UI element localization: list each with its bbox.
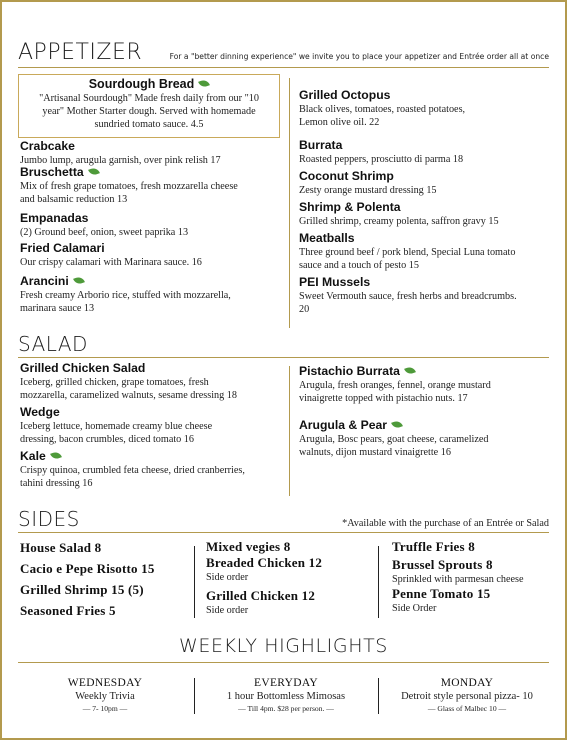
item-desc: marinara sauce 13	[20, 303, 95, 314]
menu-item	[299, 138, 554, 169]
menu-item	[299, 88, 554, 138]
side-item	[206, 588, 376, 617]
item-desc: Arugula, fresh oranges, fennel, orange mustard	[299, 380, 491, 391]
sides-col-2	[206, 539, 376, 617]
item-name: Fried Calamari	[20, 241, 105, 255]
leaf-icon	[88, 167, 100, 177]
item-desc: mozzarella, caramelized walnuts, sesame dressing 18	[20, 390, 237, 401]
item-desc: and balsamic reduction 13	[20, 194, 128, 205]
featured-desc-1: "Artisanal Sourdough" Made fresh daily from our "10	[39, 93, 259, 104]
item-name	[20, 274, 285, 289]
item-name: Empanadas	[20, 211, 89, 225]
side-item-sub: Side order	[206, 572, 249, 583]
side-item-sub: Sprinkled with parmesan cheese	[392, 574, 524, 585]
appetizer-rule	[18, 67, 549, 68]
item-name: Shrimp & Polenta	[299, 200, 401, 214]
appetizer-title: APPETIZER	[18, 40, 143, 65]
item-desc: (2) Ground beef, onion, sweet paprika 13	[20, 227, 189, 238]
appetizer-left-column	[20, 139, 285, 315]
side-item-name: Penne Tomato 15	[392, 586, 491, 601]
featured-desc-3: sundried tomato sauce. 4.5	[94, 119, 204, 130]
menu-item	[20, 139, 285, 165]
item-desc: dressing, bacon crumbles, diced tomato 16	[20, 434, 194, 445]
item-name: Meatballs	[299, 231, 355, 245]
leaf-icon	[73, 276, 85, 286]
side-item: Cacio e Pepe Risotto 15	[20, 561, 155, 576]
featured-item-name-text: Sourdough Bread	[88, 77, 195, 91]
item-name	[20, 449, 285, 464]
weekly-header	[2, 635, 565, 657]
highlight-wednesday	[20, 676, 190, 714]
item-desc: Mix of fresh grape tomatoes, fresh mozzarella cheese	[20, 181, 238, 192]
side-item-name: Breaded Chicken 12	[206, 555, 323, 570]
highlight-line: 1 hour Bottomless Mimosas	[226, 691, 346, 702]
highlight-everyday	[198, 676, 374, 714]
menu-item	[299, 200, 554, 231]
highlight-line: Detroit style personal pizza- 10	[401, 691, 533, 702]
weekly-divider-1	[194, 678, 195, 714]
side-item	[206, 539, 376, 555]
highlight-day: MONDAY	[440, 677, 494, 689]
menu-item	[20, 165, 285, 211]
menu-item	[20, 405, 285, 449]
item-name: Burrata	[299, 138, 343, 152]
leaf-icon	[198, 79, 210, 89]
side-item-name: Grilled Chicken 12	[206, 588, 316, 603]
menu-item	[20, 274, 285, 315]
menu-item	[20, 211, 285, 241]
appetizer-divider	[289, 78, 290, 328]
item-name-text: Bruschetta	[20, 165, 84, 179]
salad-rule	[18, 357, 549, 358]
item-desc: walnuts, dijon mustard vinaigrette 16	[299, 447, 451, 458]
side-item-name: Truffle Fries 8	[392, 539, 475, 554]
highlight-small: — 7- 10pm —	[82, 704, 128, 713]
item-name-text: Pistachio Burrata	[299, 364, 400, 378]
item-desc: Three ground beef / pork blend, Special Luna tomato	[299, 247, 516, 258]
highlight-line: Weekly Trivia	[75, 691, 135, 702]
item-name-text: Arugula & Pear	[299, 418, 388, 432]
item-desc: Lemon olive oil. 22	[299, 117, 380, 128]
menu-item	[299, 418, 554, 459]
featured-desc-2: year" Mother Starter dough. Served with homemade	[42, 106, 256, 117]
item-name: Coconut Shrimp	[299, 169, 394, 183]
appetizer-right-column	[299, 88, 554, 316]
item-desc: Grilled shrimp, creamy polenta, saffron gravy 15	[299, 216, 499, 227]
leaf-icon	[391, 420, 403, 430]
salad-header	[18, 332, 549, 356]
sides-rule	[18, 532, 549, 533]
salad-left-column	[20, 361, 285, 490]
item-desc: Jumbo lump, arugula garnish, over pink relish 17	[20, 155, 221, 166]
appetizer-header	[18, 40, 549, 65]
sides-col-1	[20, 540, 190, 624]
weekly-rule	[18, 662, 549, 663]
highlight-monday	[382, 676, 552, 714]
sides-header	[18, 507, 549, 531]
sides-divider-1	[194, 546, 195, 618]
featured-item-name	[19, 77, 279, 92]
menu-item	[299, 231, 554, 275]
item-name: Grilled Octopus	[299, 88, 391, 102]
menu-item	[20, 361, 285, 405]
leaf-icon	[404, 366, 416, 376]
highlight-day: WEDNESDAY	[67, 677, 143, 689]
menu-item	[299, 364, 554, 418]
side-item	[206, 555, 376, 584]
weekly-divider-2	[378, 678, 379, 714]
item-desc: 20	[299, 304, 310, 315]
leaf-icon	[50, 451, 62, 461]
side-item-name: Mixed vegies 8	[206, 539, 291, 554]
side-item: Grilled Shrimp 15 (5)	[20, 582, 144, 597]
item-desc: Arugula, Bosc pears, goat cheese, caramelized	[299, 434, 489, 445]
weekly-title: WEEKLY HIGHLIGHTS	[179, 635, 388, 657]
highlight-small: — Glass of Malbec 10 —	[427, 704, 507, 713]
item-name: Crabcake	[20, 139, 75, 153]
side-item-sub: Side order	[206, 605, 249, 616]
side-item: House Salad 8	[20, 540, 102, 555]
item-desc: tahini dressing 16	[20, 478, 93, 489]
item-desc: Zesty orange mustard dressing 15	[299, 185, 437, 196]
appetizer-tagline: For a "better dinning experience" we invite you to place your appetizer and Entrée order all at once	[169, 52, 549, 61]
item-name-text: Kale	[20, 449, 46, 463]
sides-divider-2	[378, 546, 379, 618]
item-desc: Black olives, tomatoes, roasted potatoes,	[299, 104, 466, 115]
sides-note: *Available with the purchase of an Entrée or Salad	[342, 518, 549, 529]
item-name: Wedge	[20, 405, 60, 419]
salad-divider	[289, 366, 290, 496]
highlight-small: — Till 4pm. $28 per person. —	[238, 704, 334, 713]
menu-item	[20, 449, 285, 490]
sides-title: SIDES	[18, 507, 80, 531]
side-item: Seasoned Fries 5	[20, 603, 116, 618]
side-item	[392, 539, 552, 557]
item-name: Grilled Chicken Salad	[20, 361, 146, 375]
item-desc: Sweet Vermouth sauce, fresh herbs and breadcrumbs.	[299, 291, 517, 302]
highlight-day: EVERYDAY	[254, 677, 318, 689]
menu-item	[299, 169, 554, 200]
sides-col-3	[392, 539, 552, 615]
item-desc: Roasted peppers, prosciutto di parma 18	[299, 154, 464, 165]
item-desc: Our crispy calamari with Marinara sauce. 16	[20, 257, 202, 268]
item-name	[299, 418, 554, 433]
side-item	[392, 586, 552, 615]
item-name	[20, 165, 285, 180]
side-item	[392, 557, 552, 586]
item-desc: Crispy quinoa, crumbled feta cheese, dried cranberries,	[20, 465, 245, 476]
menu-item	[20, 241, 285, 274]
item-name	[299, 364, 554, 379]
item-desc: Iceberg lettuce, homemade creamy blue cheese	[20, 421, 213, 432]
salad-right-column	[299, 364, 554, 459]
featured-item-box	[18, 74, 280, 138]
salad-title: SALAD	[18, 332, 88, 356]
menu-item	[299, 275, 554, 316]
side-item-name: Brussel Sprouts 8	[392, 557, 493, 572]
item-desc: vinaigrette topped with pistachio nuts. 17	[299, 393, 468, 404]
item-desc: Fresh creamy Arborio rice, stuffed with mozzarella,	[20, 290, 231, 301]
item-name: PEI Mussels	[299, 275, 371, 289]
item-desc: Iceberg, grilled chicken, grape tomatoes, fresh	[20, 377, 209, 388]
item-desc: sauce and a touch of pesto 15	[299, 260, 419, 271]
side-item-sub: Side Order	[392, 603, 437, 614]
item-name-text: Arancini	[20, 274, 69, 288]
